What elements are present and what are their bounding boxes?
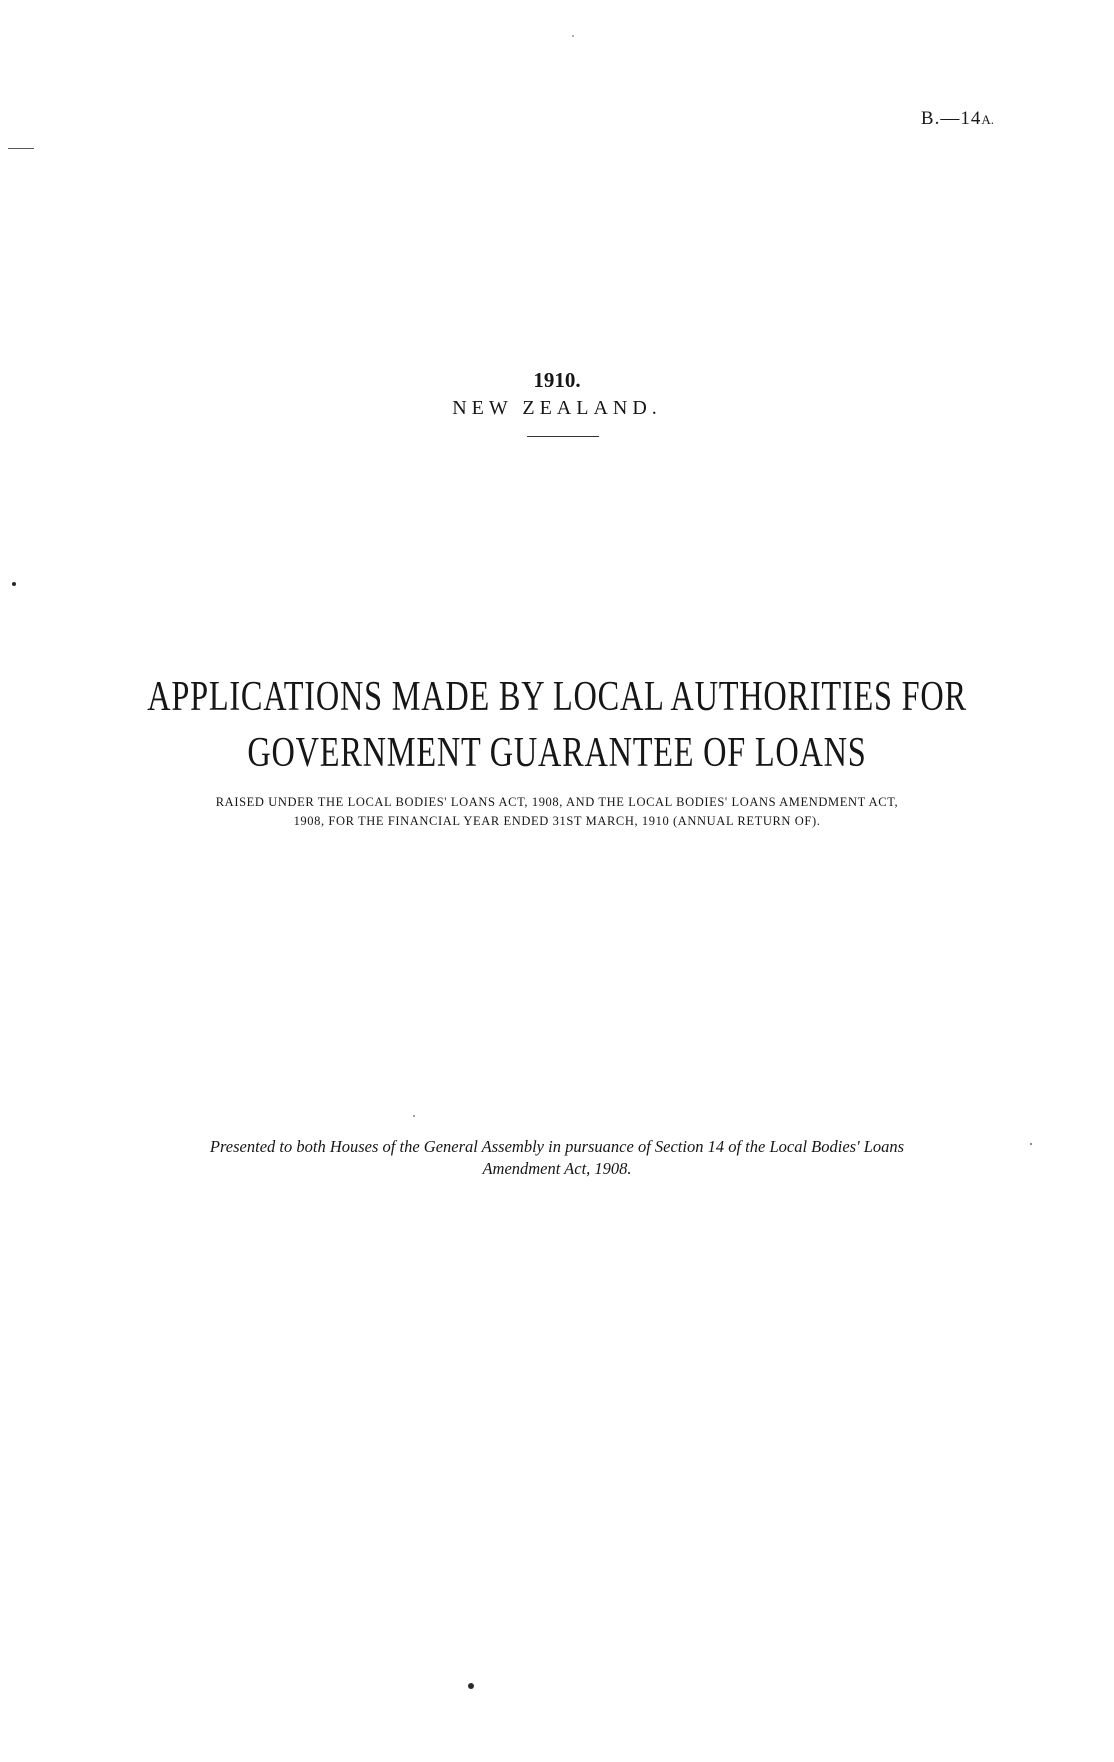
paper-reference-suffix: A.	[981, 112, 994, 127]
masthead-divider	[527, 436, 599, 437]
scan-speck	[12, 582, 16, 586]
scan-speck	[572, 35, 574, 37]
scan-speck	[1030, 1143, 1032, 1145]
publication-year: 1910.	[533, 368, 581, 392]
country-name: NEW ZEALAND.	[452, 397, 662, 419]
scan-speck	[468, 1683, 474, 1689]
presentation-note-line-1: Presented to both Houses of the General Assembly in pursuance of Section 14 of the Local Bodies' Loans	[209, 1137, 905, 1156]
document-title-line-2: GOVERNMENT GUARANTEE OF LOANS	[247, 730, 867, 776]
scan-speck	[413, 1115, 415, 1117]
paper-reference-code: B.—14	[920, 108, 982, 129]
scan-margin-mark	[8, 148, 34, 149]
document-subtitle-line-2: 1908, FOR THE FINANCIAL YEAR ENDED 31ST MARCH, 1910 (ANNUAL RETURN OF).	[293, 814, 821, 828]
document-title-line-1: APPLICATIONS MADE BY LOCAL AUTHORITIES FOR	[147, 674, 967, 720]
presentation-note-line-2: Amendment Act, 1908.	[482, 1159, 632, 1178]
document-subtitle-line-1: RAISED UNDER THE LOCAL BODIES' LOANS ACT, 1908, AND THE LOCAL BODIES' LOANS AMENDMENT ACT,	[215, 795, 899, 809]
paper-reference	[921, 108, 994, 130]
